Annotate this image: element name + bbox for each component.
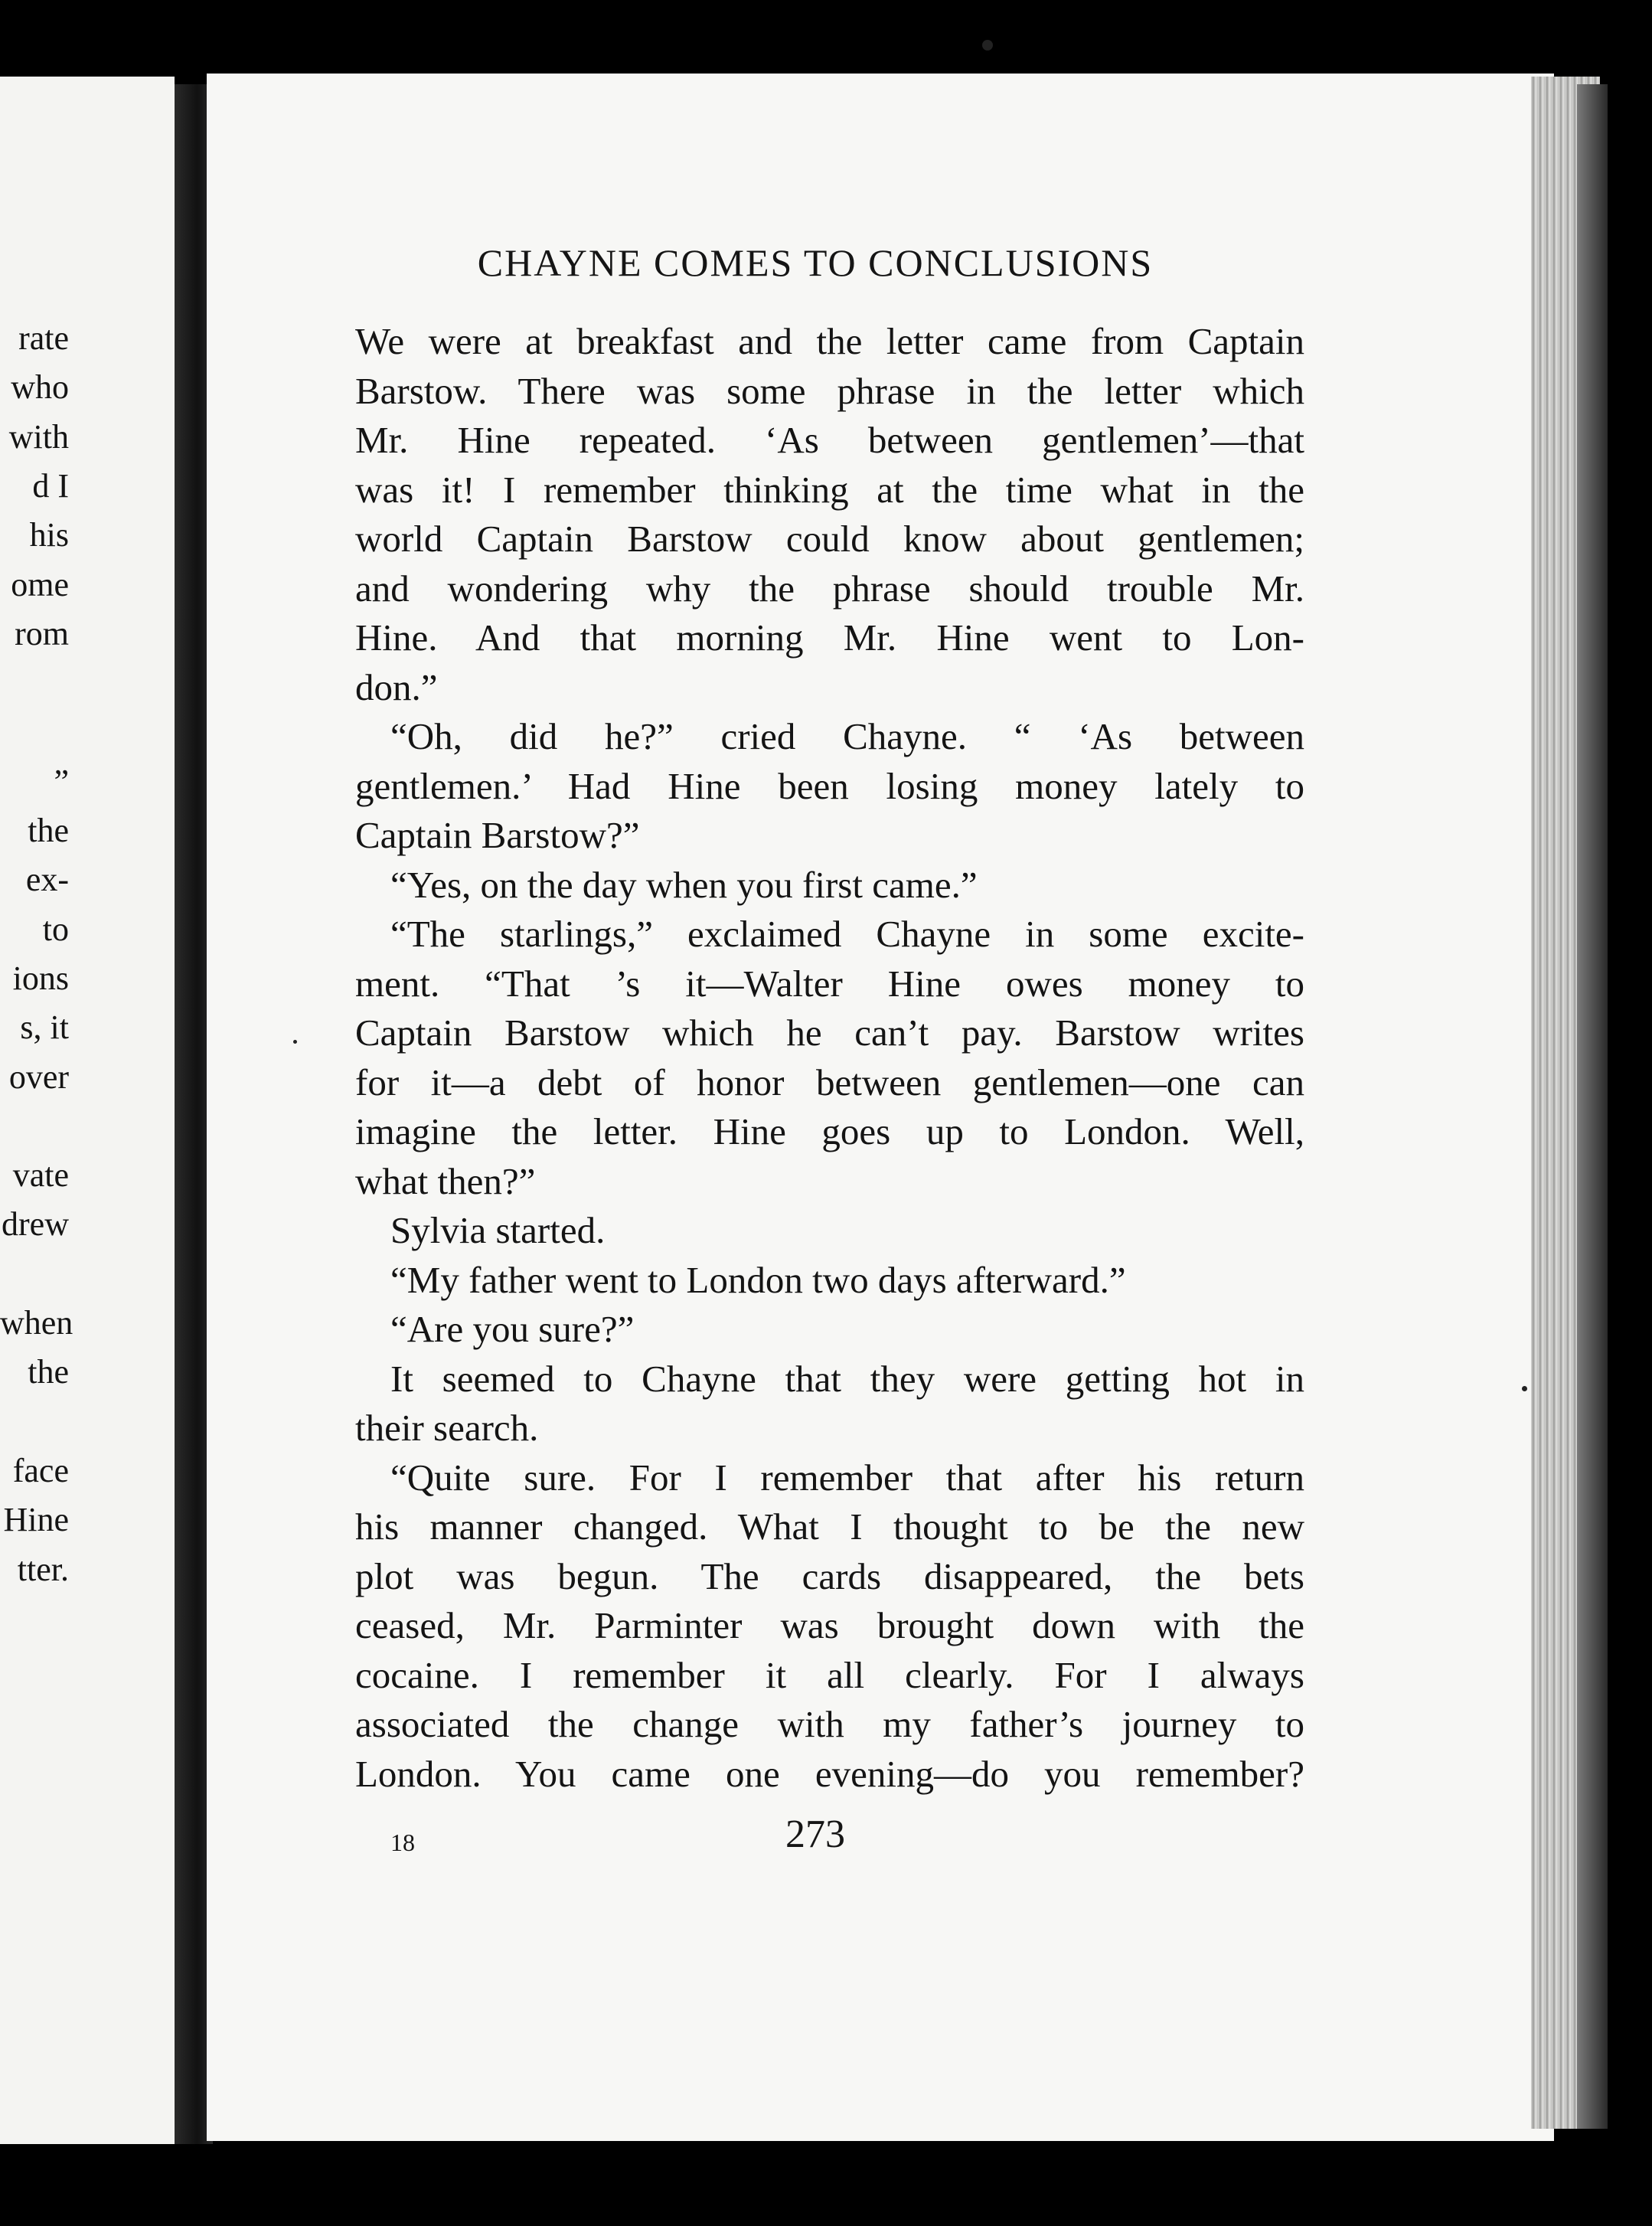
text-line: Hine. And that morning Mr. Hine went to Lon- [355,616,1304,659]
facing-page-fragment: rom [15,614,69,652]
text-line: his manner changed. What I thought to be the new [355,1505,1304,1548]
text-line: was it! I remember thinking at the time what in the [355,468,1304,511]
text-line: Sylvia started. [390,1209,606,1251]
text-line: “My father went to London two days afterward.” [390,1258,1126,1301]
text-line: “The starlings,” exclaimed Chayne in some excite- [390,913,1304,955]
text-line: their search. [355,1407,539,1449]
text-line: We were at breakfast and the letter came from Captain [355,320,1304,362]
text-line: don.” [355,665,438,708]
facing-page-fragment: vate [12,1156,69,1195]
facing-page-fragment: over [8,1057,69,1096]
facing-page-fragment: ” [54,762,69,800]
facing-page-fragment: the [28,1353,69,1391]
text-line: imagine the letter. Hine goes up to London. Well, [355,1110,1304,1152]
facing-page-fragment: rate [18,319,69,357]
facing-page-fragment: with [8,417,69,456]
text-line: Barstow. There was some phrase in the letter which [355,369,1304,412]
facing-page-fragment: tter. [17,1550,69,1588]
dust-speck [982,40,993,51]
text-line: Mr. Hine repeated. ‘As between gentlemen’—that [355,419,1304,461]
facing-page-fragment: ex- [25,861,69,899]
text-line: cocaine. I remember it all clearly. For I always [355,1653,1304,1696]
dust-speck [293,1040,297,1044]
facing-page-left [0,77,175,2144]
text-line: associated the change with my father’s journey to [355,1703,1304,1745]
facing-page-fragment: face [12,1451,69,1489]
facing-page-fragment: when [0,1304,73,1342]
text-line: for it—a debt of honor between gentlemen—one can [355,1061,1304,1103]
text-line: Captain Barstow which he can’t pay. Barstow writes [355,1012,1304,1054]
text-line: gentlemen.’ Had Hine been losing money lately to [355,764,1304,807]
running-head: CHAYNE COMES TO CONCLUSIONS [477,241,1154,284]
page-number: 273 [785,1813,845,1856]
facing-page-fragment: to [42,910,69,948]
text-line: and wondering why the phrase should trouble Mr. [355,567,1304,610]
facing-page-fragment: ome [11,565,69,603]
facing-page-fragment: drew [2,1205,69,1244]
text-line: “Oh, did he?” cried Chayne. “ ‘As between [390,715,1304,757]
text-line: It seemed to Chayne that they were getting hot in [390,1357,1304,1400]
facing-page-fragment: d I [32,466,69,505]
facing-page-fragment: Hine [3,1501,69,1539]
text-line: London. You came one evening—do you remember? [355,1752,1304,1795]
text-line: “Are you sure?” [390,1308,635,1350]
facing-page-fragment: the [28,812,69,849]
signature-mark: 18 [390,1829,415,1856]
facing-page-fragment: ions [12,959,69,997]
text-line: what then?” [355,1159,536,1202]
facing-page-fragment: his [29,516,69,554]
text-line: “Yes, on the day when you first came.” [390,863,978,906]
body-text [355,317,1304,1799]
facing-page-fragment: who [11,368,69,407]
text-line: ceased, Mr. Parminter was brought down with the [355,1604,1304,1646]
facing-page-fragment: s, it [20,1008,69,1047]
text-line: “Quite sure. For I remember that after his return [390,1456,1304,1499]
book-cover-edge [1577,84,1608,2129]
text-line: ment. “That ’s it—Walter Hine owes money to [355,962,1304,1005]
text-line: Captain Barstow?” [355,814,640,856]
text-line: plot was begun. The cards disappeared, the bets [355,1554,1304,1597]
text-line: world Captain Barstow could know about gentlemen; [355,518,1304,560]
dust-speck [1522,1386,1527,1391]
